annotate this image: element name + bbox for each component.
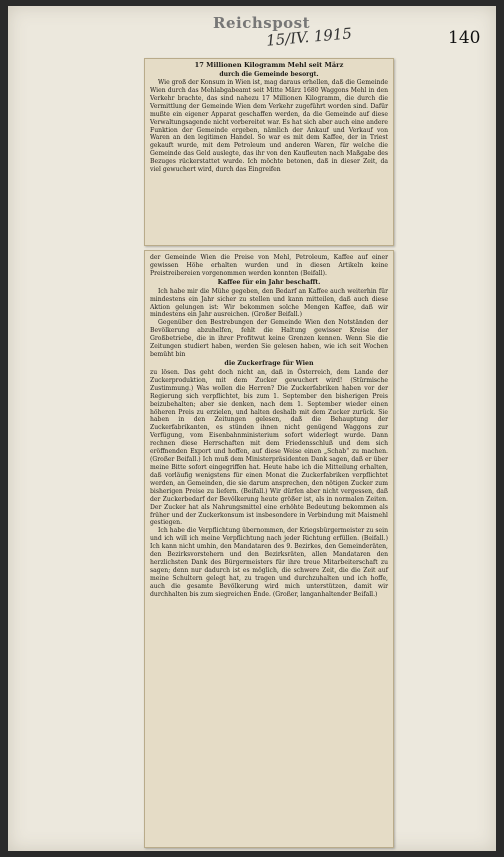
section-zucker-paragraph-2: Ich habe die Verpflichtung übernommen, der Kriegsbürgermeister zu sein und ich will ich meine Verpflichtung nach jeder Richtung erfüllen. (Beifall.) Ich kann nicht umhin, den Mandataren des 9. Bezirkes, den Gemeinderäten, den Bezirksvorstehern und den Bezirksräten, allen Mandataren den herzlichsten Dank des Bürgermeisters für ihre treue Mitarbeiterschaft zu sagen; denn nur dadurch ist es möglich, die schwere Zeit, die die Zeit auf meine Schultern gelegt hat, zu tragen und durchzuhalten und ich hoffe, auch die gesamte Bevölkerung wird mich unterstützen, damit wir durchhalten bis zum siegreichen Ende. (Großer, langanhaltender Beifall.) <box>150 527 388 598</box>
section-title-kaffee: Kaffee für ein Jahr beschafft. <box>217 278 321 286</box>
section-title-zucker: die Zuckerfrage für Wien <box>224 359 314 367</box>
clipping-intro: der Gemeinde Wien die Preise von Mehl, Petroleum, Kaffee auf einer gewissen Höhe erhalten wurden und in diesen Artikeln keine Preistreibereien vorgenommen werden konnten (Beifall). <box>150 254 388 277</box>
clipping-headline: 17 Millionen Kilogramm Mehl seit März <box>194 61 344 69</box>
page-number: 140 <box>448 28 481 48</box>
clipping-bottom <box>144 250 394 848</box>
clipping-subheadline: durch die Gemeinde besorgt. <box>219 70 319 78</box>
archive-page <box>8 6 496 851</box>
section-zucker-paragraph-1: zu lösen. Das geht doch nicht an, daß in Österreich, dem Lande der Zuckerproduktion, mit dem Zucker gewuchert wird! (Stürmische Zustimmung.) Was wollen die Herren? Die Zuckerfabriken haben vor der Regierung sich verpflichtet, bis zum 1. September den bisherigen Preis beizubehalten; aber sie denken, nach dem 1. September wieder einen höheren Preis zu erzielen, und halten deshalb mit dem Zucker zurück. Sie haben in den Zeitungen gelesen, daß die Behauptung der Zuckerfabrikanten, es stünden ihnen nicht genügend Waggons zur Verfügung, vom Eisenbahnministerium sofort widerlegt wurde. Dann rechnen diese Herrschaften mit dem Friedensschluß und dem sich eröffnenden Export und hoffen, auf diese Weise einen „Schab“ zu machen. (Großer Beifall.) Ich muß dem Ministerpräsidenten Dank sagen, daß er über meine Bitte sofort eingegriffen hat. Heute habe ich die Mitteilung erhalten, daß vorläufig wenigstens für einen Monat die Zuckerfabriken verpflichtet werden, an Gemeinden, die sie darum ansprechen, den nötigen Zucker zum bisherigen Preise zu liefern. (Beifall.) Wir dürfen aber nicht vergessen, daß der Zuckerbedarf der Bevölkerung heute größer ist, als in normalen Zeiten. Der Zucker hat als Nahrungsmittel eine erhöhte Bedeutung bekommen als früher und der Zuckerkonsum ist insbesondere in Verbindung mit Maismehl gestiegen. <box>150 368 388 527</box>
section-kaffee-paragraph-2: Gegenüber den Bestrebungen der Gemeinde Wien den Notständen der Bevölkerung abzuhelfen, fehlt die Haltung gewisser Kreise der Großbetriebe, die in ihrer Profitwut keine Grenzen kennen. Wenn Sie die Zeitungen studiert haben, werden Sie gelesen haben, wie ich seit Wochen bemüht bin <box>150 319 388 359</box>
clipping-top <box>144 58 394 246</box>
handwritten-date: 15/IV. 1915 <box>265 24 353 50</box>
section-kaffee-paragraph-1: Ich habe mir die Mühe gegeben, den Bedarf an Kaffee auch weiterhin für mindestens ein Jahr sicher zu stellen und kann mitteilen, daß auch diese Aktion gelungen ist: Wir bekommen solche Mengen Kaffee, daß wir mindestens ein Jahr ausreichen. (Großer Beifall.) <box>150 287 388 319</box>
newspaper-masthead: Reichspost <box>213 14 311 32</box>
clipping-top-body: Wie groß der Konsum in Wien ist, mag daraus erhellen, daß die Gemeinde Wien durch das Mehlabgabeamt seit Mitte März 1680 Waggons Mehl in den Verkehr brachte, das sind nahezu 17 Millionen Kilogramm, die durch die Vermittlung der Gemeinde Wien dem Verkehr zugeführt worden sind. Dafür mußte ein eigener Apparat geschaffen werden, da die Gemeinde auf diese Verwaltungsagende nicht vorbereitet war. Es hat sich aber auch eine andere Funktion der Gemeinde ergeben, nämlich der Ankauf und Verkauf von Waren an den legitimen Handel. So war es mit dem Kaffee, der in Triest gekauft wurde, mit dem Petroleum und anderen Waren, für welche die Gemeinde das Geld auslegte, das ihr von den Kaufleuten nach Maßgabe des Bezuges rückerstattet wurde. Ich möchte betonen, daß in dieser Zeit, da viel gewuchert wird, durch das Eingreifen <box>150 79 388 174</box>
